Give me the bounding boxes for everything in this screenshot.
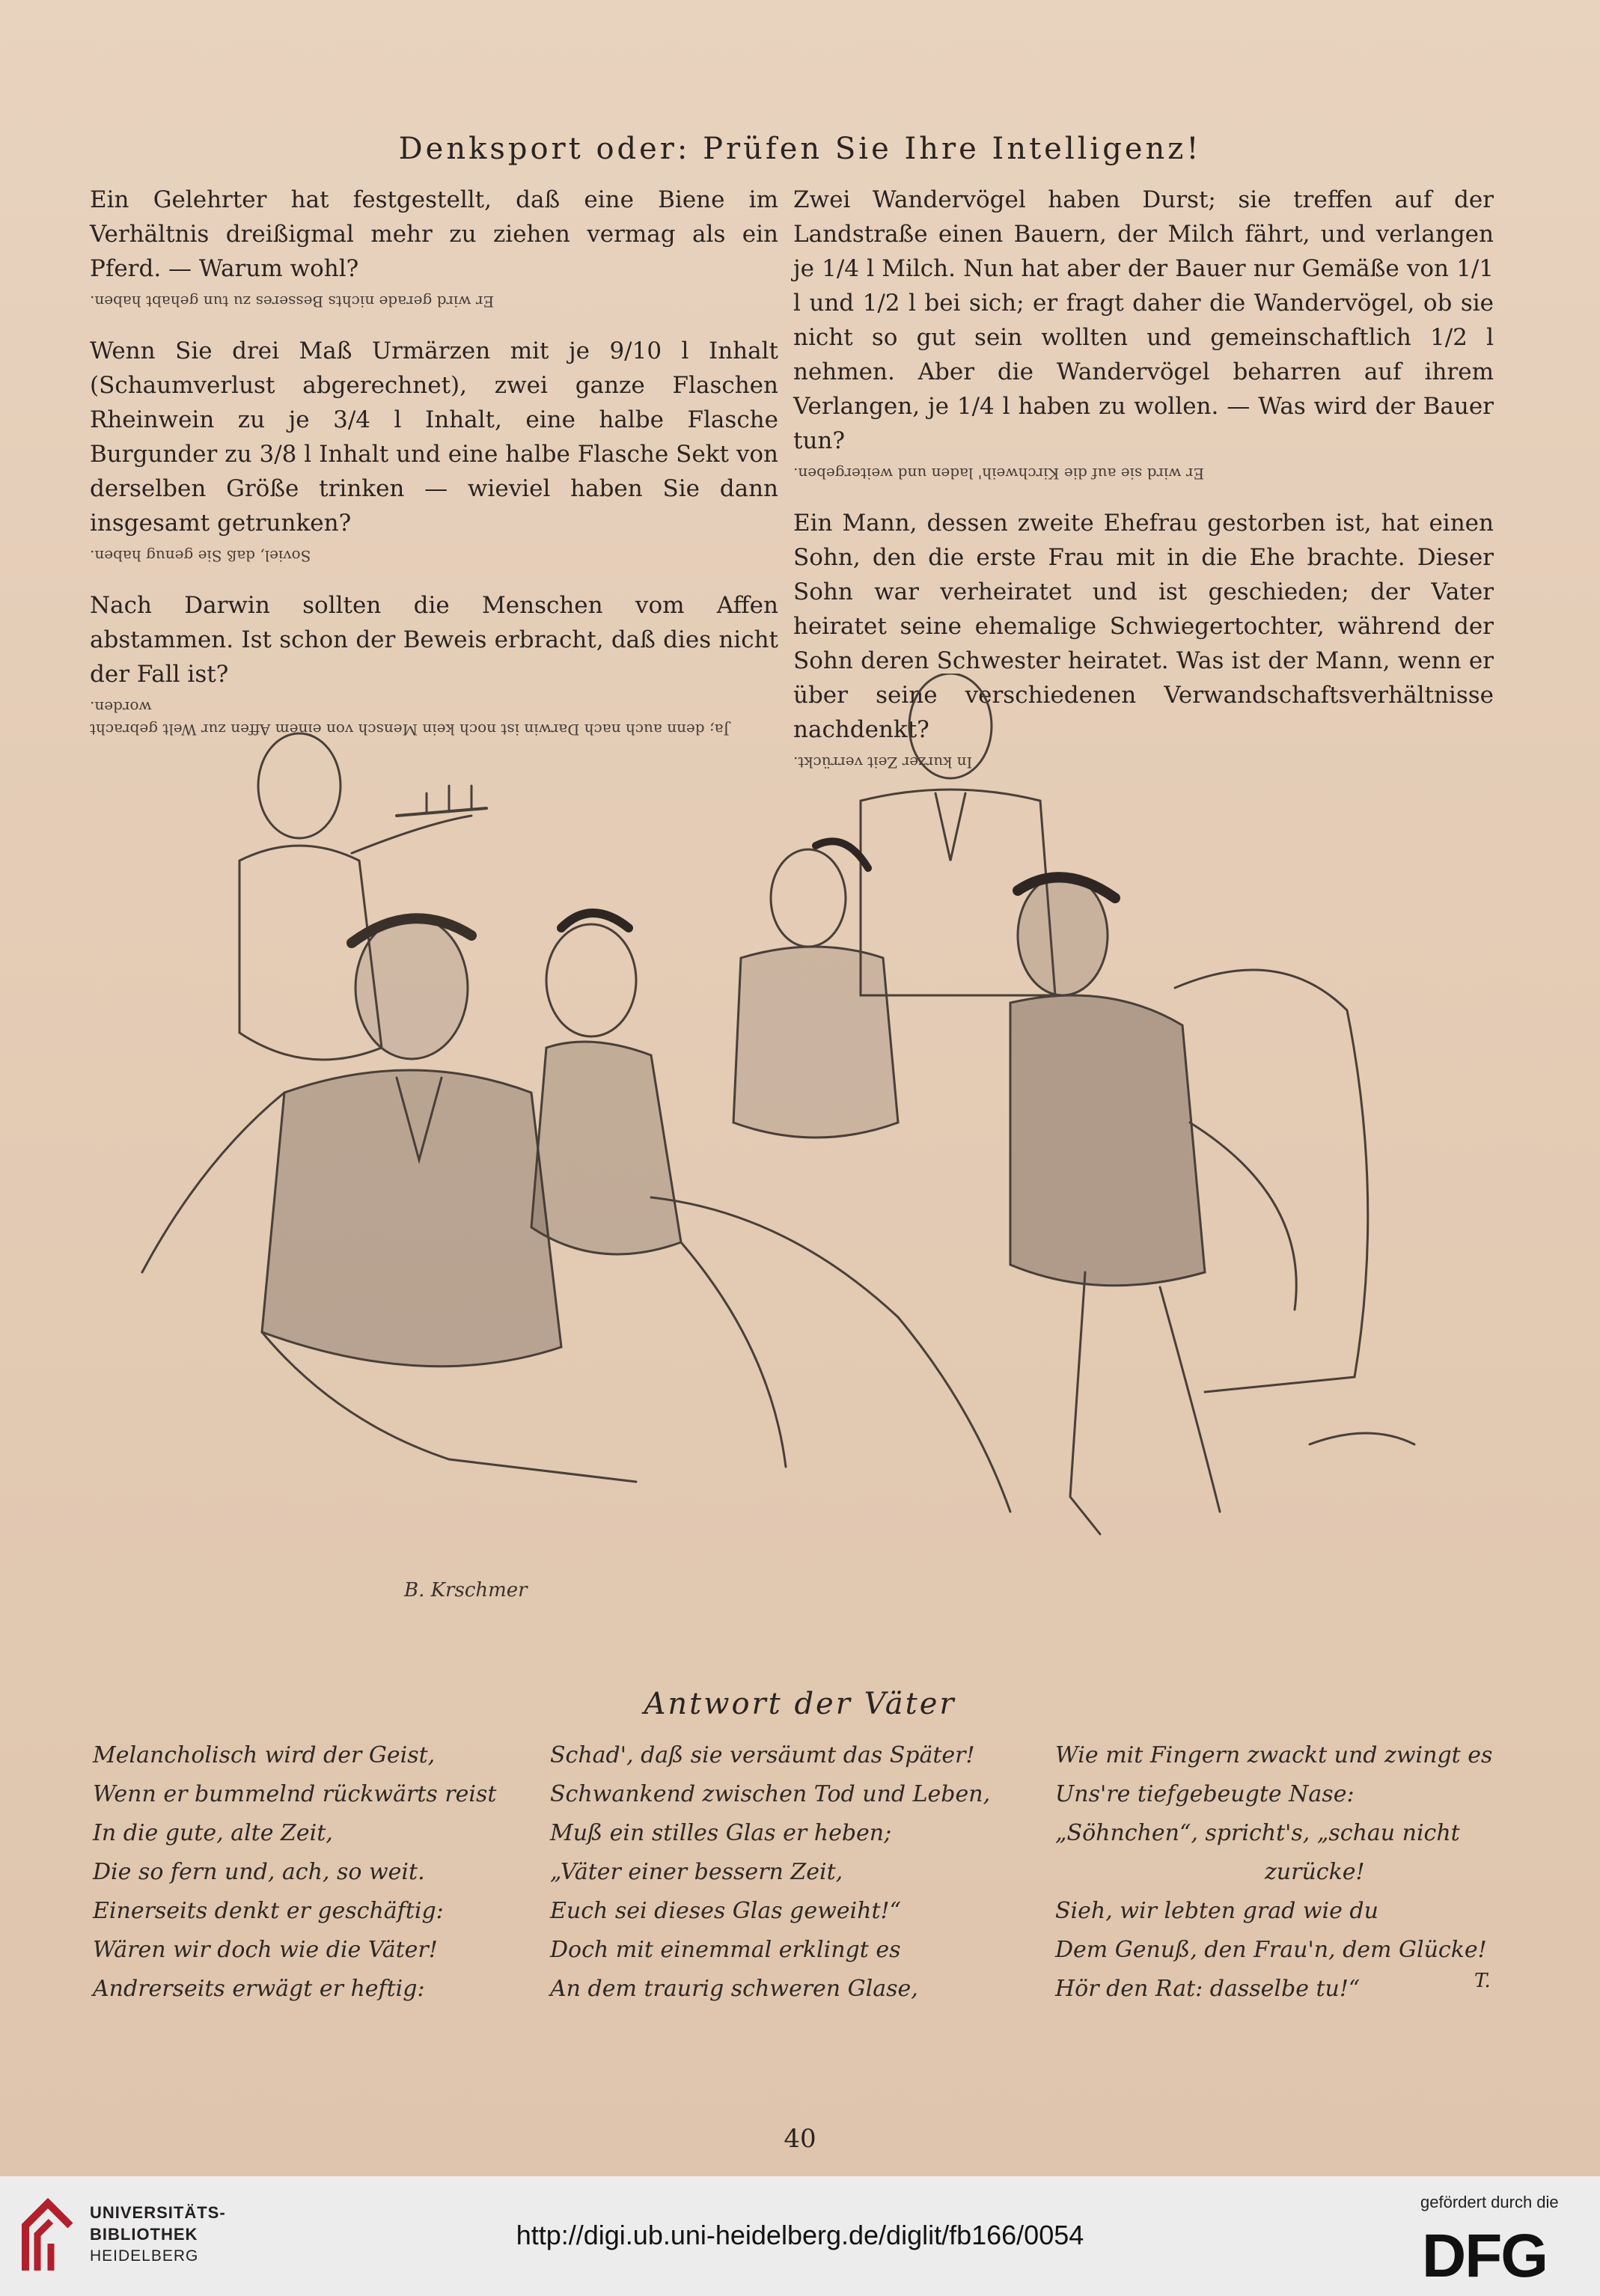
riddle-answer: Ja; denn auch nach Darwin ist noch kein Mensch von einem Affen zur Welt gebracht worden. <box>90 698 730 739</box>
poem-column-1 <box>93 1736 527 2009</box>
riddle-question: Wenn Sie drei Maß Urmärzen mit je 9/10 l Inhalt (Schaumverlust abgerechnet), zwei ganze Flaschen Rheinwein zu je 3/4 l Inhalt, eine halbe Flasche Burgunder zu 3/8 l Inhalt und eine halbe Flasche Sekt von derselben Größe trinken — wieviel haben Sie dann insgesamt getrunken? <box>90 338 778 537</box>
poem-line: Andrerseits erwägt er heftig: <box>93 1976 425 2002</box>
poem-line: Wenn er bummelnd rückwärts reist <box>93 1781 497 1807</box>
poem-line: Wären wir doch wie die Väter! <box>93 1937 438 1963</box>
funded-by-label: gefördert durch die <box>1420 2193 1559 2211</box>
library-name-line: UNIVERSITÄTS- <box>90 2203 226 2222</box>
poem-line: Einerseits denkt er geschäftig: <box>93 1898 444 1924</box>
poem-line: Euch sei dieses Glas geweiht!“ <box>550 1898 901 1924</box>
author-initial: T. <box>1474 1970 1491 1992</box>
poem-column-3 <box>1055 1736 1519 2009</box>
poem-line: Schad', daß sie versäumt das Später! <box>550 1742 975 1768</box>
poem-line: Dem Genuß, den Frau'n, dem Glücke! <box>1055 1937 1487 1963</box>
poem-column-2 <box>550 1736 1014 2009</box>
poem-line: Uns're tiefgebeugte Nase: <box>1055 1781 1355 1807</box>
riddle-answer: Er wird gerade nichts Besseres zu tun gehabt haben. <box>90 293 495 311</box>
page-title: Denksport oder: Prüfen Sie Ihre Intelligenz! <box>398 132 1202 166</box>
riddle-question: Ein Gelehrter hat festgestellt, daß eine Biene im Verhältnis dreißigmal mehr zu ziehen vermag als ein Pferd. — Warum wohl? <box>90 186 778 282</box>
poem-line: Muß ein stilles Glas er heben; <box>550 1820 892 1846</box>
poem-line: Schwankend zwischen Tod und Leben, <box>550 1781 991 1807</box>
viewer-footer <box>0 2176 1600 2296</box>
dfg-logo: DFG <box>1422 2222 1548 2290</box>
poem-line: „Söhnchen“, spricht's, „schau nicht <box>1055 1820 1460 1846</box>
poem-line: An dem traurig schweren Glase, <box>550 1976 918 2002</box>
poem-title: Antwort der Väter <box>644 1687 956 1721</box>
library-name-line: BIBLIOTHEK <box>90 2225 198 2244</box>
riddle-question: Nach Darwin sollten die Menschen vom Affen abstammen. Ist schon der Beweis erbracht, daß dies nicht der Fall ist? <box>90 592 778 688</box>
artist-signature: B. Krschmer <box>404 1579 528 1602</box>
poem-line: zurücke! <box>1265 1859 1365 1885</box>
riddle-answer: Er wird sie auf die Kirchweih' laden und weitergeben. <box>793 465 1205 483</box>
riddle-answer: Soviel, daß Sie genug haben. <box>90 547 311 565</box>
riddle-question: Ein Mann, dessen zweite Ehefrau gestorben ist, hat einen Sohn, den die erste Frau mit in die Ehe brachte. Dieser Sohn war verheiratet und ist geschieden; der Vater heiratet seine ehemalige Schwiegertochter, während der Sohn deren Schwester heiratet. Was ist der Mann, wenn er über seine verschiedenen Verwandschaftsverhältnisse nachdenkt? <box>793 510 1494 743</box>
poem-line: Melancholisch wird der Geist, <box>93 1742 436 1768</box>
poem-line: Hör den Rat: dasselbe tu!“ <box>1055 1976 1361 2002</box>
library-name-line: HEIDELBERG <box>90 2247 199 2265</box>
riddle-question: Zwei Wandervögel haben Durst; sie treffen auf der Landstraße einen Bauern, der Milch fährt, und verlangen je 1/4 l Milch. Nun hat aber der Bauer nur Gemäße von 1/1 l und 1/2 l bei sich; er fragt daher die Wandervögel, ob sie nicht so gut sein wollten und gemeinschaftlich 1/2 l nehmen. Aber die Wandervögel beharren auf ihrem Verlangen, je 1/4 l haben zu wollen. — Was wird der Bauer tun? <box>793 186 1494 454</box>
permalink-url[interactable]: http://digi.ub.uni-heidelberg.de/diglit/fb166/0054 <box>516 2220 1084 2250</box>
poem-line: Wie mit Fingern zwackt und zwingt es <box>1055 1742 1493 1768</box>
poem-line: In die gute, alte Zeit, <box>93 1820 333 1846</box>
poem-line: Sieh, wir lebten grad wie du <box>1055 1898 1378 1924</box>
poem-line: „Väter einer bessern Zeit, <box>550 1859 843 1885</box>
page-number: 40 <box>784 2124 816 2154</box>
poem-line: Die so fern und, ach, so weit. <box>93 1859 425 1885</box>
drawing-illustration <box>112 674 1497 1669</box>
poem-line: Doch mit einemmal erklingt es <box>550 1937 901 1963</box>
riddle-answer: In kurzer Zeit verrückt. <box>793 754 973 772</box>
